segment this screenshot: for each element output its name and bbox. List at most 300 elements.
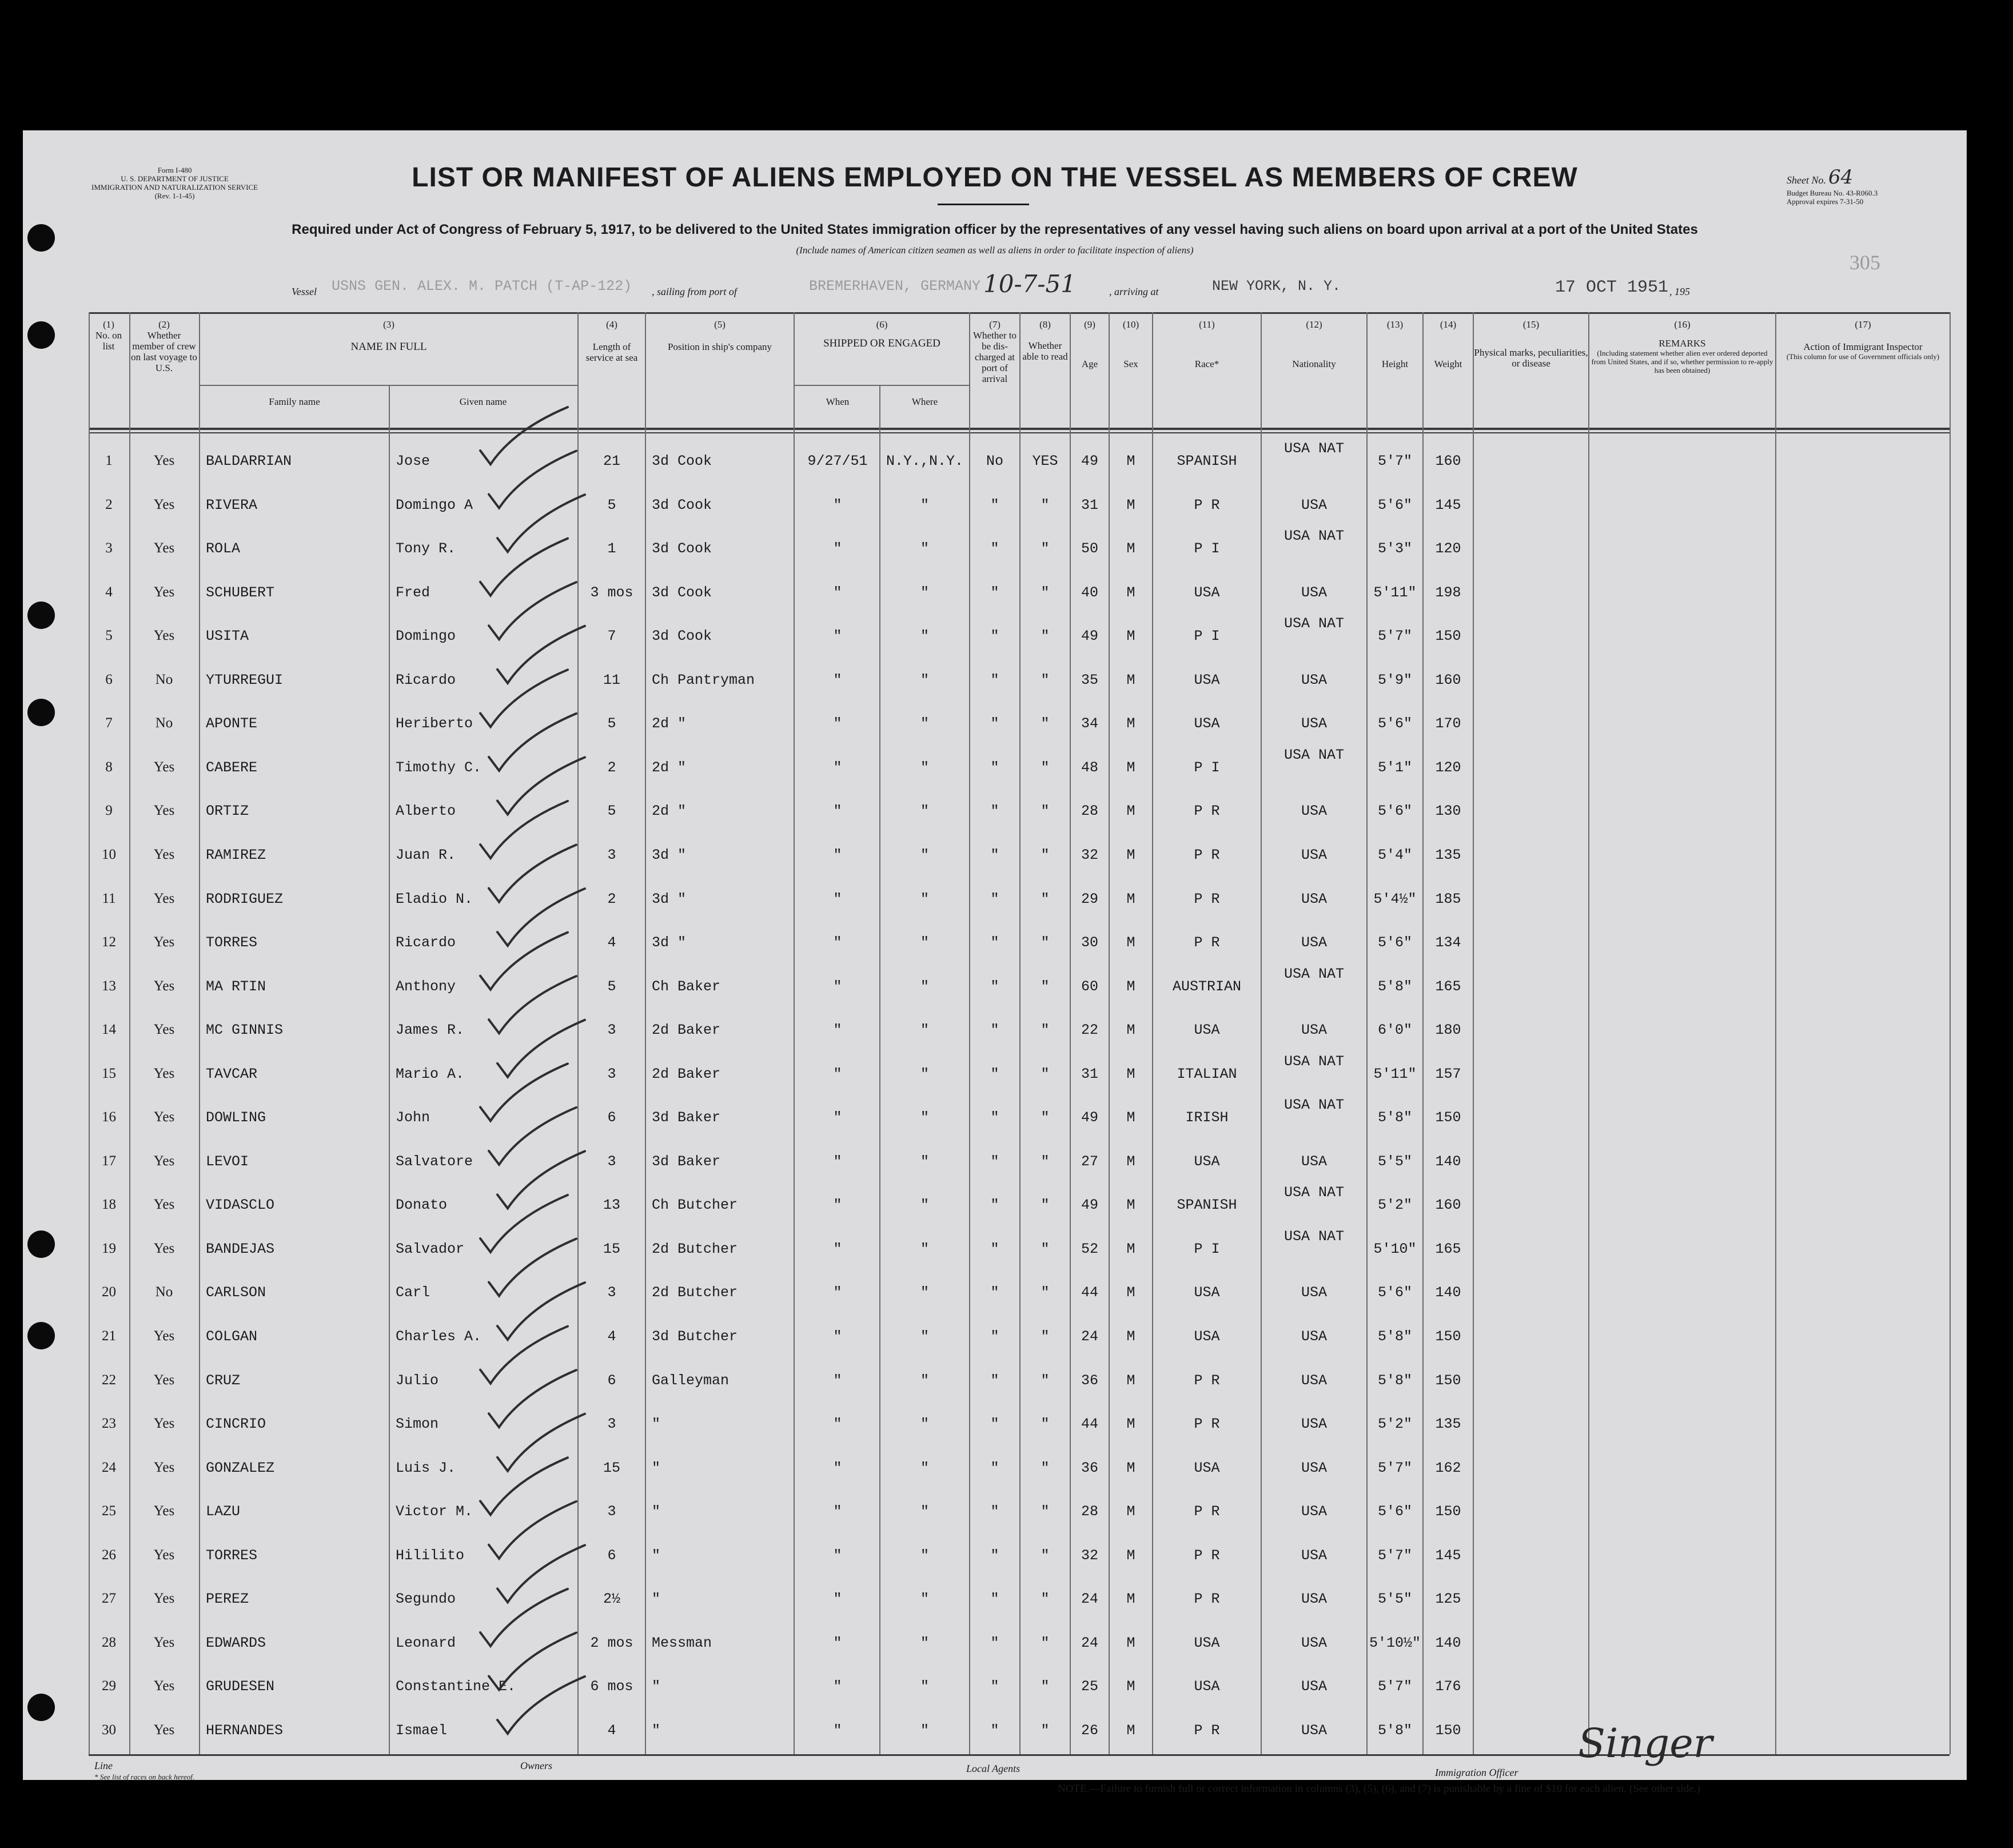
cell-read: " [1041, 1634, 1050, 1651]
cell-read: " [1041, 934, 1050, 951]
cell-giv: Ricardo [396, 671, 456, 688]
cell-when: " [833, 759, 842, 776]
cell-giv: Timothy C. [396, 759, 482, 776]
cell-len: 4 [607, 1722, 616, 1739]
year-suffix: , 195 [1669, 286, 1690, 297]
cell-read: " [1041, 1197, 1050, 1214]
cell-ht: 6'0" [1377, 1022, 1412, 1039]
cell-sex: M [1126, 1284, 1135, 1301]
cell-read: " [1041, 1022, 1050, 1039]
cell-fam: ORTIZ [206, 803, 249, 820]
cell-no: 11 [102, 890, 116, 906]
cell-where: " [920, 540, 929, 557]
cell-read: " [1041, 1153, 1050, 1170]
cell-when: " [833, 846, 842, 863]
col-header-shipped: (6) SHIPPED OR ENGAGED [823, 319, 940, 349]
cell-giv: Hililito [396, 1547, 465, 1564]
cell-age: 52 [1081, 1240, 1098, 1257]
cell-fam: PEREZ [206, 1591, 249, 1608]
col-header-nationality: (12) Nationality [1292, 319, 1336, 369]
cell-race: P R [1194, 1372, 1220, 1389]
cell-no: 13 [102, 978, 116, 994]
cell-where: " [920, 846, 929, 863]
cell-age: 36 [1081, 1459, 1098, 1476]
cell-no: 23 [102, 1416, 116, 1432]
cell-where: " [920, 1678, 929, 1695]
cell-nat: USA [1301, 1416, 1327, 1433]
cell-nat: USA [1301, 1634, 1327, 1651]
cell-len: 3 [607, 1153, 616, 1170]
cell-read: " [1041, 1240, 1050, 1257]
cell-ht: 5'6" [1377, 1503, 1412, 1520]
cell-len: 1 [607, 540, 616, 557]
cell-giv: Anthony [396, 978, 456, 995]
sailing-label: , sailing from port of [652, 286, 737, 297]
cell-m: Yes [153, 1065, 175, 1081]
cell-sex: M [1126, 584, 1135, 601]
cell-len: 3 [607, 1416, 616, 1433]
col-header-family: Family name [269, 396, 320, 407]
cell-sex: M [1126, 453, 1135, 469]
races-note: * See list of races on back hereof. [94, 1773, 194, 1781]
cell-read: " [1041, 1328, 1050, 1345]
cell-len: 5 [607, 803, 616, 820]
cell-no: 19 [102, 1240, 116, 1256]
col-header-action: (17) Action of Immigrant Inspector (This column for use of Government officials only) [1786, 319, 1940, 361]
cell-pos: Ch Butcher [652, 1197, 738, 1214]
cell-wt: 140 [1435, 1634, 1461, 1651]
cell-when: " [833, 1503, 842, 1520]
cell-wt: 145 [1435, 1547, 1461, 1564]
col-header-where: Where [911, 396, 938, 407]
cell-sex: M [1126, 715, 1135, 732]
cell-len: 3 mos [590, 584, 633, 601]
cell-where: " [920, 1634, 929, 1651]
cell-fam: BALDARRIAN [206, 453, 292, 469]
cell-giv: Salvador [396, 1240, 465, 1257]
cell-m: Yes [153, 496, 175, 512]
cell-len: 3 [607, 846, 616, 863]
checkmark-icon [489, 1632, 576, 1690]
cell-race: USA [1194, 671, 1220, 688]
cell-len: 2 [607, 890, 616, 907]
cell-wt: 180 [1435, 1022, 1461, 1039]
inspector-checkmarks [23, 130, 1967, 1780]
cell-race: SPANISH [1177, 1197, 1237, 1214]
cell-dis: " [990, 1372, 999, 1389]
cell-read: " [1041, 1722, 1050, 1739]
checkmark-icon [480, 1195, 568, 1252]
cell-when: " [833, 1634, 842, 1651]
cell-sex: M [1126, 1591, 1135, 1608]
cell-wt: 198 [1435, 584, 1461, 601]
cell-m: Yes [153, 1416, 175, 1432]
cell-len: 6 [607, 1547, 616, 1564]
cell-pos: 2d Baker [652, 1065, 721, 1082]
cell-sex: M [1126, 978, 1135, 995]
cell-fam: YTURREGUI [206, 671, 284, 688]
cell-dis: " [990, 934, 999, 951]
cell-sex: M [1126, 1328, 1135, 1345]
cell-dis: " [990, 759, 999, 776]
cell-len: 2 mos [590, 1634, 633, 1651]
cell-where: " [920, 1503, 929, 1520]
checkmark-icon [497, 1151, 585, 1208]
cell-read: " [1041, 1284, 1050, 1301]
cell-giv: Domingo A [396, 496, 473, 513]
cell-pos: 2d " [652, 803, 687, 820]
cell-dis: No [986, 453, 1003, 469]
cell-sex: M [1126, 1547, 1135, 1564]
cell-len: 13 [603, 1197, 620, 1214]
cell-wt: 120 [1435, 540, 1461, 557]
col-header-sex: (10) Sex [1122, 319, 1139, 369]
cell-dis: " [990, 803, 999, 820]
cell-len: 3 [607, 1065, 616, 1082]
cell-where: " [920, 715, 929, 732]
cell-nat: USA [1301, 1153, 1327, 1170]
cell-race: P R [1194, 1722, 1220, 1739]
checkmark-icon [480, 1064, 568, 1121]
cell-m: Yes [153, 978, 175, 994]
cell-where: " [920, 1240, 929, 1257]
cell-pos: 3d " [652, 890, 687, 907]
cell-giv: Jose [396, 453, 430, 469]
cell-nat: USA [1301, 1328, 1327, 1345]
cell-race: USA [1194, 1459, 1220, 1476]
cell-nat: USA NAT [1283, 615, 1345, 632]
cell-giv: Eladio N. [396, 890, 473, 907]
cell-pos: 3d Cook [652, 540, 712, 557]
cell-where: " [920, 1372, 929, 1389]
cell-when: " [833, 1459, 842, 1476]
cell-where: " [920, 584, 929, 601]
cell-age: 50 [1081, 540, 1098, 557]
cell-no: 14 [102, 1022, 116, 1038]
cell-wt: 120 [1435, 759, 1461, 776]
cell-m: Yes [153, 1022, 175, 1038]
cell-ht: 5'6" [1377, 496, 1412, 513]
checkmark-icon [480, 1327, 568, 1384]
cell-race: P R [1194, 934, 1220, 951]
cell-no: 21 [102, 1328, 116, 1344]
cell-len: 6 [607, 1109, 616, 1126]
cell-where: " [920, 1065, 929, 1082]
arrival-date: 17 OCT 1951 [1555, 278, 1669, 297]
cell-age: 28 [1081, 803, 1098, 820]
col-header-race: (11) Race* [1194, 319, 1219, 369]
cell-read: " [1041, 759, 1050, 776]
cell-m: Yes [153, 1328, 175, 1344]
penalty-note: NOTE.—Failure to furnish full or correct information in columns (3), (5), (6), and (7) is punishable by a fine of $10 for each alien. (See other side.) [1058, 1783, 1700, 1795]
cell-giv: Leonard [396, 1634, 456, 1651]
cell-when: " [833, 1591, 842, 1608]
cell-age: 44 [1081, 1416, 1098, 1433]
cell-dis: " [990, 496, 999, 513]
cell-ht: 5'8" [1377, 1328, 1412, 1345]
cell-wt: 130 [1435, 803, 1461, 820]
cell-race: USA [1194, 1634, 1220, 1651]
cell-giv: James R. [396, 1022, 465, 1039]
cell-no: 7 [105, 715, 113, 731]
cell-nat: USA NAT [1283, 440, 1345, 457]
cell-sex: M [1126, 1022, 1135, 1039]
cell-when: " [833, 1372, 842, 1389]
cell-read: " [1041, 1065, 1050, 1082]
cell-nat: USA [1301, 934, 1327, 951]
cell-race: P I [1194, 628, 1220, 645]
cell-m: Yes [153, 846, 175, 862]
cell-read: " [1041, 715, 1050, 732]
cell-nat: USA [1301, 496, 1327, 513]
cell-wt: 150 [1435, 1109, 1461, 1126]
cell-giv: Carl [396, 1284, 430, 1301]
cell-where: " [920, 890, 929, 907]
cell-where: " [920, 496, 929, 513]
cell-read: " [1041, 584, 1050, 601]
cell-race: USA [1194, 1284, 1220, 1301]
cell-no: 2 [105, 496, 113, 512]
cell-dis: " [990, 1328, 999, 1345]
cell-no: 24 [102, 1459, 116, 1475]
cell-no: 30 [102, 1722, 116, 1738]
cell-where: " [920, 1591, 929, 1608]
cell-no: 20 [102, 1284, 116, 1300]
checkmark-icon [489, 1238, 576, 1296]
cell-age: 44 [1081, 1284, 1098, 1301]
col-header-no: (1) No. on list [95, 319, 122, 352]
cell-where: " [920, 1722, 929, 1739]
cell-age: 24 [1081, 1591, 1098, 1608]
cell-sex: M [1126, 1153, 1135, 1170]
cell-when: " [833, 584, 842, 601]
cell-ht: 5'8" [1377, 1372, 1412, 1389]
cell-sex: M [1126, 1065, 1135, 1082]
cell-fam: COLGAN [206, 1328, 258, 1345]
cell-race: P R [1194, 1547, 1220, 1564]
cell-nat: USA [1301, 584, 1327, 601]
binder-hole [27, 1230, 55, 1258]
cell-giv: Ricardo [396, 934, 456, 951]
cell-len: 7 [607, 628, 616, 645]
cell-nat: USA NAT [1283, 965, 1345, 982]
cell-where: " [920, 1547, 929, 1564]
cell-when: " [833, 1065, 842, 1082]
footer-agents-label: Local Agents [966, 1763, 1021, 1774]
cell-ht: 5'3" [1377, 540, 1412, 557]
cell-race: P R [1194, 890, 1220, 907]
cell-age: 31 [1081, 1065, 1098, 1082]
cell-ht: 5'11" [1373, 584, 1417, 601]
cell-no: 1 [105, 453, 113, 468]
subtitle: Required under Act of Congress of February 5, 1917, to be delivered to the United States immigration officer by the representatives of any vessel having such aliens on board upon arrival at a port of the United States [292, 222, 1698, 237]
cell-giv: Fred [396, 584, 430, 601]
cell-when: " [833, 628, 842, 645]
cell-giv: Mario A. [396, 1065, 465, 1082]
col-header-height: (13) Height [1381, 319, 1409, 369]
cell-m: Yes [153, 759, 175, 775]
cell-wt: 162 [1435, 1459, 1461, 1476]
cell-ht: 5'6" [1377, 803, 1412, 820]
cell-no: 12 [102, 934, 116, 950]
budget-line: Budget Bureau No. 43-R060.3 [1787, 189, 1878, 197]
cell-nat: USA [1301, 1503, 1327, 1520]
col-header-weight: (14) Weight [1434, 319, 1462, 369]
cell-m: Yes [153, 628, 175, 644]
cell-when: " [833, 1547, 842, 1564]
checkmark-icon [497, 1020, 585, 1077]
cell-dis: " [990, 1240, 999, 1257]
cell-fam: EDWARDS [206, 1634, 266, 1651]
cell-m: Yes [153, 1109, 175, 1125]
cell-giv: Juan R. [396, 846, 456, 863]
cell-dis: " [990, 1109, 999, 1126]
cell-giv: Alberto [396, 803, 456, 820]
cell-where: " [920, 1284, 929, 1301]
cell-fam: BANDEJAS [206, 1240, 275, 1257]
cell-len: 5 [607, 715, 616, 732]
checkmark-icon [497, 1283, 585, 1340]
cell-sex: M [1126, 890, 1135, 907]
cell-sex: M [1126, 628, 1135, 645]
cell-when: " [833, 671, 842, 688]
cell-fam: LEVOI [206, 1153, 249, 1170]
cell-giv: Luis J. [396, 1459, 456, 1476]
cell-age: 26 [1081, 1722, 1098, 1739]
cell-ht: 5'1" [1377, 759, 1412, 776]
cell-nat: USA NAT [1283, 1184, 1345, 1201]
cell-wt: 125 [1435, 1591, 1461, 1608]
cell-nat: USA [1301, 1678, 1327, 1695]
cell-ht: 5'2" [1377, 1197, 1412, 1214]
checkmark-icon [489, 976, 576, 1033]
cell-no: 26 [102, 1547, 116, 1563]
cell-pos: 2d Butcher [652, 1284, 738, 1301]
sheet-number: 64 [1828, 166, 1853, 189]
binder-hole [27, 1322, 55, 1349]
cell-pos: 2d " [652, 759, 687, 776]
cell-pos: " [652, 1678, 661, 1695]
cell-when: " [833, 1416, 842, 1433]
cell-fam: DOWLING [206, 1109, 266, 1126]
binder-hole [27, 321, 55, 349]
cell-sex: M [1126, 1109, 1135, 1126]
cell-m: Yes [153, 1459, 175, 1475]
cell-age: 49 [1081, 1197, 1098, 1214]
cell-age: 48 [1081, 759, 1098, 776]
cell-pos: 2d Butcher [652, 1240, 738, 1257]
cell-sex: M [1126, 496, 1135, 513]
manifest-sheet [23, 130, 1967, 1795]
sheet-label: Sheet No. [1787, 174, 1826, 186]
cell-read: " [1041, 978, 1050, 995]
cell-read: " [1041, 1109, 1050, 1126]
cell-len: 6 mos [590, 1678, 633, 1695]
cell-pos: " [652, 1547, 661, 1564]
checkmark-icon [497, 1414, 585, 1471]
cell-giv: Julio [396, 1372, 439, 1389]
cell-m: Yes [153, 1634, 175, 1650]
cell-m: Yes [153, 1503, 175, 1519]
cell-wt: 150 [1435, 1503, 1461, 1520]
cell-nat: USA NAT [1283, 1053, 1345, 1070]
cell-where: " [920, 1197, 929, 1214]
cell-read: " [1041, 803, 1050, 820]
cell-race: SPANISH [1177, 453, 1237, 469]
checkmark-icon [480, 1589, 568, 1646]
cell-when: " [833, 1240, 842, 1257]
cell-race: P I [1194, 1240, 1220, 1257]
cell-nat: USA [1301, 1459, 1327, 1476]
cell-dis: " [990, 1416, 999, 1433]
cell-when: 9/27/51 [807, 453, 868, 469]
cell-fam: USITA [206, 628, 249, 645]
cell-race: USA [1194, 715, 1220, 732]
cell-pos: Messman [652, 1634, 712, 1651]
cell-race: USA [1194, 1678, 1220, 1695]
cell-where: " [920, 1459, 929, 1476]
cell-sex: M [1126, 540, 1135, 557]
cell-no: 25 [102, 1503, 116, 1519]
cell-pos: Ch Baker [652, 978, 721, 995]
checkmark-icon [480, 1457, 568, 1515]
cell-sex: M [1126, 1416, 1135, 1433]
form-line: IMMIGRATION AND NATURALIZATION SERVICE [91, 183, 258, 192]
vessel-name: USNS GEN. ALEX. M. PATCH (T-AP-122) [332, 278, 632, 294]
binder-hole [27, 1694, 55, 1721]
cell-ht: 5'7" [1377, 1459, 1412, 1476]
checkmark-icon [489, 714, 576, 771]
cell-age: 29 [1081, 890, 1098, 907]
cell-pos: " [652, 1459, 661, 1476]
cell-no: 18 [102, 1197, 116, 1213]
cell-fam: VIDASCLO [206, 1197, 275, 1214]
cell-ht: 5'6" [1377, 715, 1412, 732]
cell-race: USA [1194, 1022, 1220, 1039]
cell-sex: M [1126, 1240, 1135, 1257]
binder-hole [27, 699, 55, 726]
cell-m: Yes [153, 890, 175, 906]
cell-giv: Salvatore [396, 1153, 473, 1170]
cell-fam: MA RTIN [206, 978, 266, 995]
cell-m: Yes [153, 1372, 175, 1388]
cell-ht: 5'5" [1377, 1153, 1412, 1170]
cell-dis: " [990, 1065, 999, 1082]
cell-dis: " [990, 1284, 999, 1301]
cell-ht: 5'10" [1373, 1240, 1417, 1257]
cell-fam: HERNANDES [206, 1722, 284, 1739]
cell-when: " [833, 540, 842, 557]
cell-sex: M [1126, 1372, 1135, 1389]
cell-wt: 145 [1435, 496, 1461, 513]
cell-when: " [833, 978, 842, 995]
cell-m: Yes [153, 1240, 175, 1256]
cell-m: Yes [153, 1547, 175, 1563]
cell-wt: 160 [1435, 1197, 1461, 1214]
footer-officer-label: Immigration Officer [1435, 1767, 1518, 1778]
cell-no: 8 [105, 759, 113, 775]
cell-race: P R [1194, 1503, 1220, 1520]
cell-no: 22 [102, 1372, 116, 1388]
cell-m: Yes [153, 1197, 175, 1213]
cell-len: 2½ [603, 1591, 620, 1608]
cell-ht: 5'4" [1377, 846, 1412, 863]
cell-race: P R [1194, 496, 1220, 513]
handwritten-date: 10-7-51 [983, 270, 1076, 298]
cell-age: 60 [1081, 978, 1098, 995]
cell-nat: USA [1301, 890, 1327, 907]
cell-no: 9 [105, 803, 113, 819]
